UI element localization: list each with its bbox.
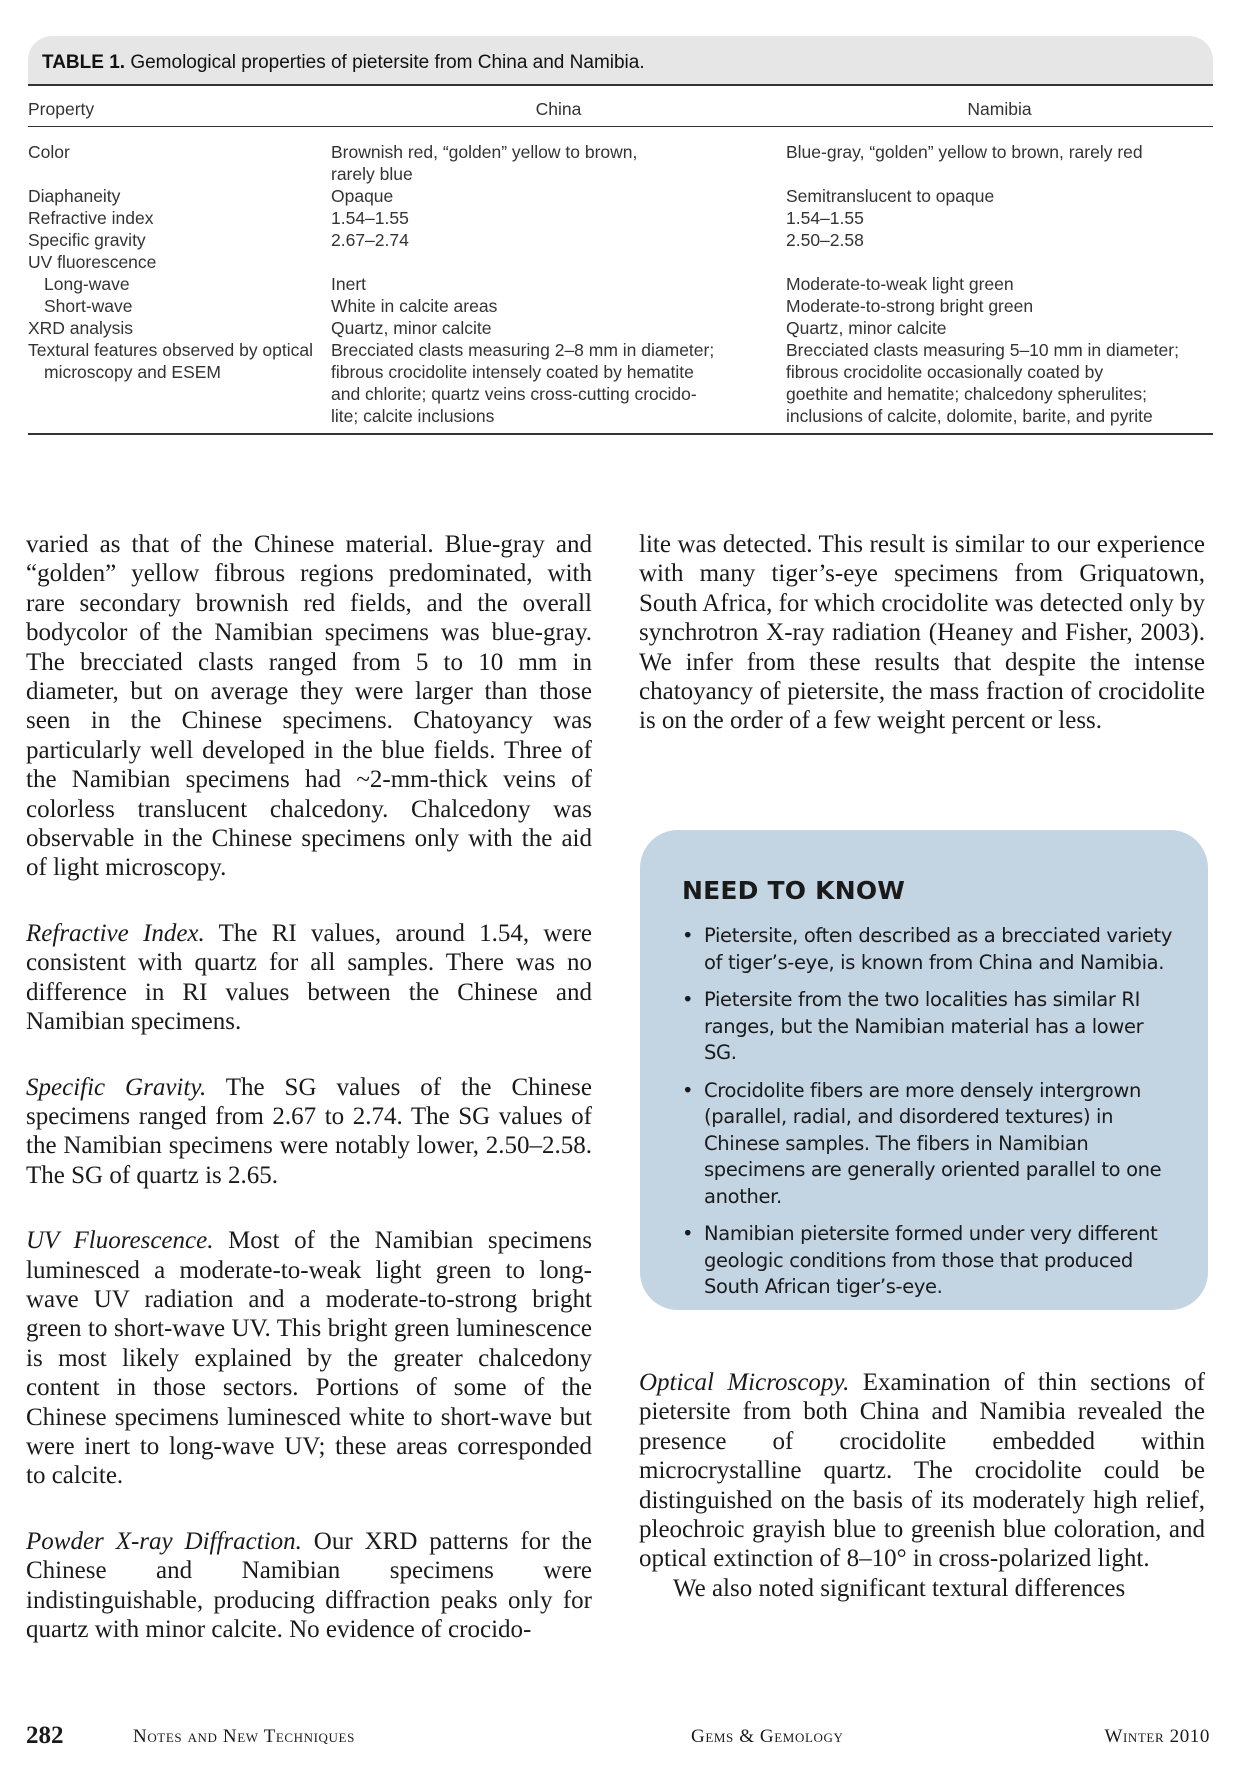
table-row	[28, 251, 1213, 273]
section-text: Most of the Namibian specimens luminesced a moderate-to-weak light green to long-wave UV radiation and a moderate-to-strong bright green to short-wave UV. This bright green luminescence is most likely explained by the greater chalcedony content in those sectors. Portions of some of the Chinese specimens luminesced white to short-wave but were inert to long-wave UV; these areas corresponded to calcite.	[26, 1227, 592, 1490]
section-title: Refractive Index.	[26, 919, 205, 947]
cell-line: inclusions of calcite, dolomite, barite, and pyrite	[786, 406, 1153, 426]
section-text: The RI values, around 1.54, were consistent with quartz for all samples. There was no difference in RI values between the Chinese and Namibian specimens.	[26, 919, 592, 1036]
list-item	[682, 1221, 1178, 1301]
bullet-icon: •	[682, 1222, 694, 1245]
list-item-text: Crocidolite fibers are more densely intergrown (parallel, radial, and disordered textures) in Chinese samples. The fibers in Namibian specimens are generally oriented parallel to one another.	[704, 1078, 1162, 1208]
cell-line: Brownish red, “golden” yellow to brown,	[331, 142, 638, 162]
row-property	[28, 273, 331, 295]
row-property	[28, 295, 331, 317]
cell-line: rarely blue	[331, 164, 413, 184]
table-row	[28, 295, 1213, 317]
section-title: Specific Gravity.	[26, 1073, 207, 1101]
table-header-row	[28, 86, 1213, 127]
left-column	[26, 530, 592, 1644]
row-china	[331, 127, 786, 186]
cell-line: and chlorite; quartz veins cross-cutting crocido-	[331, 384, 697, 404]
section-title: Powder X-ray Diffraction.	[26, 1527, 302, 1555]
row-namibia: Moderate-to-weak light green	[786, 274, 1014, 294]
row-namibia	[786, 339, 1213, 434]
body-paragraph: lite was detected. This result is similar to our experience with many tiger’s-eye specimens from Griquatown, South Africa, for which crocidolite was detected only by synchrotron X-ray radiation (Heaney and Fisher, 2003). We infer from these results that despite the intense chatoyancy of pietersite, the mass fraction of crocidolite is on the order of a few weight percent or less.	[639, 531, 1205, 735]
cell-line: fibrous crocidolite occasionally coated by	[786, 362, 1104, 382]
page-footer	[26, 1722, 1210, 1752]
row-china: 2.67–2.74	[331, 230, 409, 250]
header-china: China	[331, 86, 786, 127]
row-property: UV fluorescence	[28, 252, 157, 272]
list-item	[682, 987, 1178, 1067]
list-item-text: Namibian pietersite formed under very different geologic conditions from those that produced South African tiger’s-eye.	[704, 1222, 1158, 1298]
table-grid	[28, 86, 1213, 435]
row-namibia: 1.54–1.55	[786, 208, 864, 228]
section-text: The SG values of the Chinese specimens ranged from 2.67 to 2.74. The SG values of the Namibian specimens were notably lower, 2.50–2.58. The SG of quartz is 2.65.	[26, 1073, 592, 1189]
row-namibia: Quartz, minor calcite	[786, 318, 947, 338]
row-property-sub: Long-wave	[44, 274, 130, 294]
need-to-know-title: NEED TO KNOW	[682, 876, 906, 905]
row-china: 1.54–1.55	[331, 208, 409, 228]
section-xrd	[26, 1527, 592, 1645]
footer-journal: Gems & Gemology	[691, 1726, 844, 1747]
row-property: Refractive index	[28, 208, 154, 228]
header-property: Property	[28, 86, 331, 127]
row-property-hang: Textural features observed by optical microscopy and ESEM	[28, 340, 314, 382]
table-row	[28, 127, 1213, 186]
row-property: XRD analysis	[28, 318, 134, 338]
cell-line: fibrous crocidolite intensely coated by hematite	[331, 362, 694, 382]
list-item-text: Pietersite, often described as a brecciated variety of tiger’s-eye, is known from China and Namibia.	[704, 924, 1173, 974]
section-specific-gravity	[26, 1073, 592, 1191]
row-namibia: 2.50–2.58	[786, 230, 864, 250]
row-china: Quartz, minor calcite	[331, 318, 492, 338]
row-china: Opaque	[331, 186, 394, 206]
table-row	[28, 185, 1213, 207]
section-text: Our XRD patterns for the Chinese and Namibian specimens were indistinguishable, producing diffraction peaks only for quartz with minor calcite. No evidence of crocido-	[26, 1527, 592, 1643]
header-namibia: Namibia	[786, 86, 1213, 127]
page-number: 282	[26, 1722, 64, 1749]
body-paragraph: We also noted significant textural differences	[673, 1574, 1126, 1602]
properties-table	[28, 36, 1213, 435]
row-namibia: Moderate-to-strong bright green	[786, 296, 1034, 316]
need-to-know-list	[682, 923, 1178, 1301]
table-caption	[28, 36, 1213, 86]
section-title: Optical Microscopy.	[639, 1369, 850, 1396]
list-item-text: Pietersite from the two localities has similar RI ranges, but the Namibian material has a lower SG.	[704, 988, 1144, 1064]
section-optical-microscopy	[639, 1368, 1205, 1574]
row-namibia: Blue-gray, “golden” yellow to brown, rarely red	[786, 142, 1143, 162]
row-property-sub: Short-wave	[44, 296, 133, 316]
row-china: White in calcite areas	[331, 296, 498, 316]
body-paragraph: varied as that of the Chinese material. Blue-gray and “golden” yellow fibrous regions predominated, with rare secondary brownish red fields, and the overall bodycolor of the Namibian specimens was blue-gray. The brecciated clasts ranged from 5 to 10 mm in diameter, but on average they were larger than those seen in the Chinese specimens. Chatoyancy was particularly well developed in the blue fields. Three of the Namibian specimens had ~2-mm-thick veins of colorless translucent chalcedony. Chalcedony was observable in the Chinese specimens only with the aid of light microscopy.	[26, 531, 592, 882]
cell-line: goethite and hematite; chalcedony spherulites;	[786, 384, 1147, 404]
row-property	[28, 339, 331, 434]
bullet-icon: •	[682, 924, 694, 947]
bullet-icon: •	[682, 988, 694, 1011]
row-property: Color	[28, 142, 70, 162]
cell-line: Brecciated clasts measuring 2–8 mm in diameter;	[331, 340, 715, 360]
list-item	[682, 923, 1178, 976]
row-china	[331, 339, 786, 434]
row-china	[331, 251, 786, 273]
table-row	[28, 273, 1213, 295]
table-caption-text: Gemological properties of pietersite from China and Namibia.	[130, 52, 645, 73]
row-namibia: Semitranslucent to opaque	[786, 186, 995, 206]
cell-line: lite; calcite inclusions	[331, 406, 495, 426]
section-title: UV Fluorescence.	[26, 1227, 214, 1255]
table-row	[28, 317, 1213, 339]
section-text: Examination of thin sections of pietersite from both China and Namibia revealed the presence of crocidolite embedded within microcrystalline quartz. The crocidolite could be distinguished on the basis of its moderately high relief, pleochroic grayish blue to greenish blue coloration, and optical extinction of 8–10° in cross-polarized light.	[639, 1369, 1205, 1573]
footer-issue: Winter 2010	[1104, 1726, 1210, 1747]
row-china: Inert	[331, 274, 367, 294]
table-row	[28, 207, 1213, 229]
row-namibia	[786, 251, 1213, 273]
right-column-bottom	[639, 1368, 1205, 1603]
table-row	[28, 229, 1213, 251]
bullet-icon: •	[682, 1078, 694, 1102]
table-label: TABLE 1.	[42, 52, 126, 73]
table-row	[28, 339, 1213, 434]
row-property: Specific gravity	[28, 230, 146, 250]
cell-line: Brecciated clasts measuring 5–10 mm in diameter;	[786, 340, 1179, 360]
section-refractive-index	[26, 919, 592, 1037]
list-item	[682, 1078, 1178, 1211]
row-property: Diaphaneity	[28, 186, 121, 206]
section-uv-fluorescence	[26, 1226, 592, 1491]
right-column-top	[639, 530, 1205, 736]
footer-section: Notes and New Techniques	[133, 1726, 355, 1747]
need-to-know-box	[640, 830, 1208, 1310]
